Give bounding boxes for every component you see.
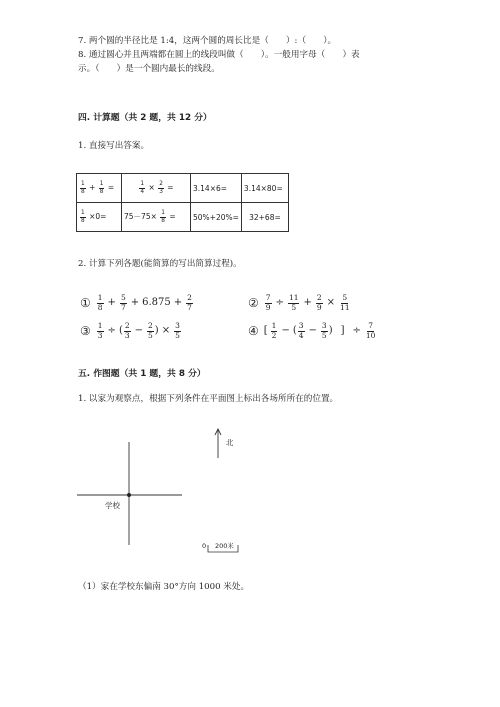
- section-4-question-1: 1. 直接写出答案。: [78, 141, 150, 151]
- table-cell: 3.14×80=: [241, 174, 288, 203]
- table-cell: 75－75× $\frac{1}{8}$ =: [122, 203, 191, 232]
- scale-label: 200米: [215, 542, 234, 550]
- table-cell: $\frac{1}{8}$ ×0=: [77, 203, 122, 232]
- problem-3: ③ $\frac{1}{3}$ ÷ ( $\frac{2}{3}$ − $\frac{2}{5}$ ) × $\frac{3}{5}$: [80, 321, 180, 340]
- table-cell: 32+68=: [241, 203, 288, 232]
- section-4-question-2: 2. 计算下列各题(能简算的写出简算过程)。: [78, 259, 242, 269]
- problem-4: ④ [ $\frac{1}{2}$ − ( $\frac{3}{4}$ − $\frac{3}{5}$ ) ] ÷ $\frac{7}{10}$: [248, 321, 376, 340]
- problem-2: ② $\frac{7}{9}$ ÷ $\frac{11}{5}$ + $\frac{2}{9}$ × $\frac{5}{11}$: [248, 293, 350, 312]
- table-cell: 3.14×6=: [191, 174, 242, 203]
- table-cell: $\frac{1}{4}$ × $\frac{2}{3}$ =: [122, 174, 191, 203]
- school-label: 学校: [105, 501, 120, 510]
- section-5-question-1: 1. 以家为观察点，根据下列条件在平面图上标出各场所所在的位置。: [78, 394, 339, 404]
- table-cell: 50%+20%=: [191, 203, 242, 232]
- table-row: [77, 203, 289, 232]
- table-row: [77, 174, 289, 203]
- school-point: [127, 493, 131, 497]
- scale-zero-label: 0: [202, 542, 207, 550]
- section-5-title: 五. 作图题（共 1 题，共 8 分）: [78, 369, 206, 379]
- north-label: 北: [226, 438, 234, 447]
- question-8-line-2: 示。（ ）是一个圆内最长的线段。: [78, 64, 220, 74]
- question-8-line-1: 8. 通过圆心并且两端都在圆上的线段叫做（ ）。一般用字母（ ）表: [78, 50, 360, 60]
- direct-answer-table: [76, 173, 289, 232]
- table-cell: $\frac{1}{8}$ + $\frac{1}{8}$ =: [77, 174, 122, 203]
- section-4-title: 四. 计算题（共 2 题，共 12 分）: [78, 113, 212, 123]
- coordinate-diagram: [70, 420, 270, 560]
- question-7: 7. 两个圆的半径比是 1:4，这两个圆的周长比是（ ）:（ ）。: [78, 36, 337, 46]
- drawing-condition-1: （1）家在学校东偏南 30°方向 1000 米处。: [78, 582, 250, 592]
- problem-1: ① $\frac{1}{8}$ + $\frac{5}{7}$ + 6.875 + $\frac{2}{7}$: [80, 293, 192, 312]
